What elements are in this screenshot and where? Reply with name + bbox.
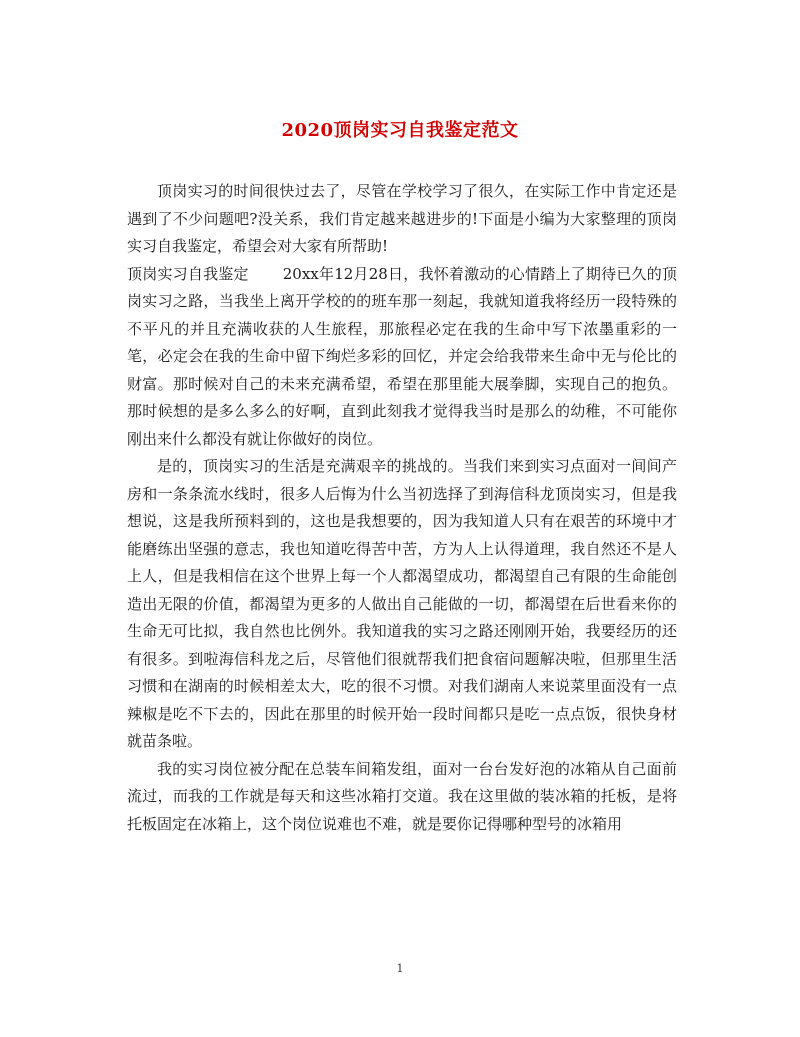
intro-paragraph: 顶岗实习的时间很快过去了，尽管在学校学习了很久，在实际工作中肯定还是遇到了不少问题吧?没关系，我们肯定越来越进步的!下面是小编为大家整理的顶岗实习自我鉴定，希望会对大家有所帮助! — [127, 182, 677, 255]
body-paragraph-3: 我的实习岗位被分配在总装车间箱发组，面对一台台发好泡的冰箱从自己面前流过，而我的工作就是每天和这些冰箱打交道。我在这里做的装冰箱的托板，是将托板固定在冰箱上，这个岗位说难也不难，就是要你记得哪种型号的冰箱用 — [127, 759, 677, 833]
page-number: 1 — [396, 962, 404, 975]
document-body — [127, 178, 677, 838]
section-lead-text: 20xx年12月28日，我怀着激动的心情踏上了期待已久的顶岗实习之路，当我坐上离开学校的的班车那一刻起，我就知道我将经历一段特殊的不平凡的并且充满收获的人生旅程，那旅程必定在我的生命中写下浓墨重彩的一笔，必定会在我的生命中留下绚烂多彩的回忆，并定会给我带来生命中无与伦比的财富。那时候对自己的未来充满希望，希望在那里能大展拳脚，实现自己的抱负。那时候想的是多么多么的好啊，直到此刻我才觉得我当时是那么的幼稚，不可能你刚出来什么都没有就让你做好的岗位。 — [127, 264, 677, 448]
section-paragraph — [127, 261, 677, 454]
document-title: 2020顶岗实习自我鉴定范文 — [281, 120, 519, 141]
section-heading: 顶岗实习自我鉴定 — [127, 264, 249, 283]
body-paragraph-2: 是的，顶岗实习的生活是充满艰辛的挑战的。当我们来到实习点面对一间间产房和一条条流水线时，很多人后悔为什么当初选择了到海信科龙顶岗实习，但是我想说，这是我所预料到的，这也是我想要的，因为我知道人只有在艰苦的环境中才能磨练出坚强的意志，我也知道吃得苦中苦，方为人上认得道理，我自然还不是人上人，但是我相信在这个世界上每一个人都渴望成功，都渴望自己有限的生命能创造出无限的价值，都渴望为更多的人做出自己能做的一切，都渴望在后世看来你的生命无可比拟，我自然也比例外。我知道我的实习之路还刚刚开始，我要经历的还有很多。到啦海信科龙之后，尽管他们很就帮我们把食宿问题解决啦，但那里生活习惯和在湖南的时候相差太大，吃的很不习惯。对我们湖南人来说菜里面没有一点辣椒是吃不下去的，因此在那里的时候开始一段时间都只是吃一点点饭，很快身材就苗条啦。 — [127, 457, 677, 750]
